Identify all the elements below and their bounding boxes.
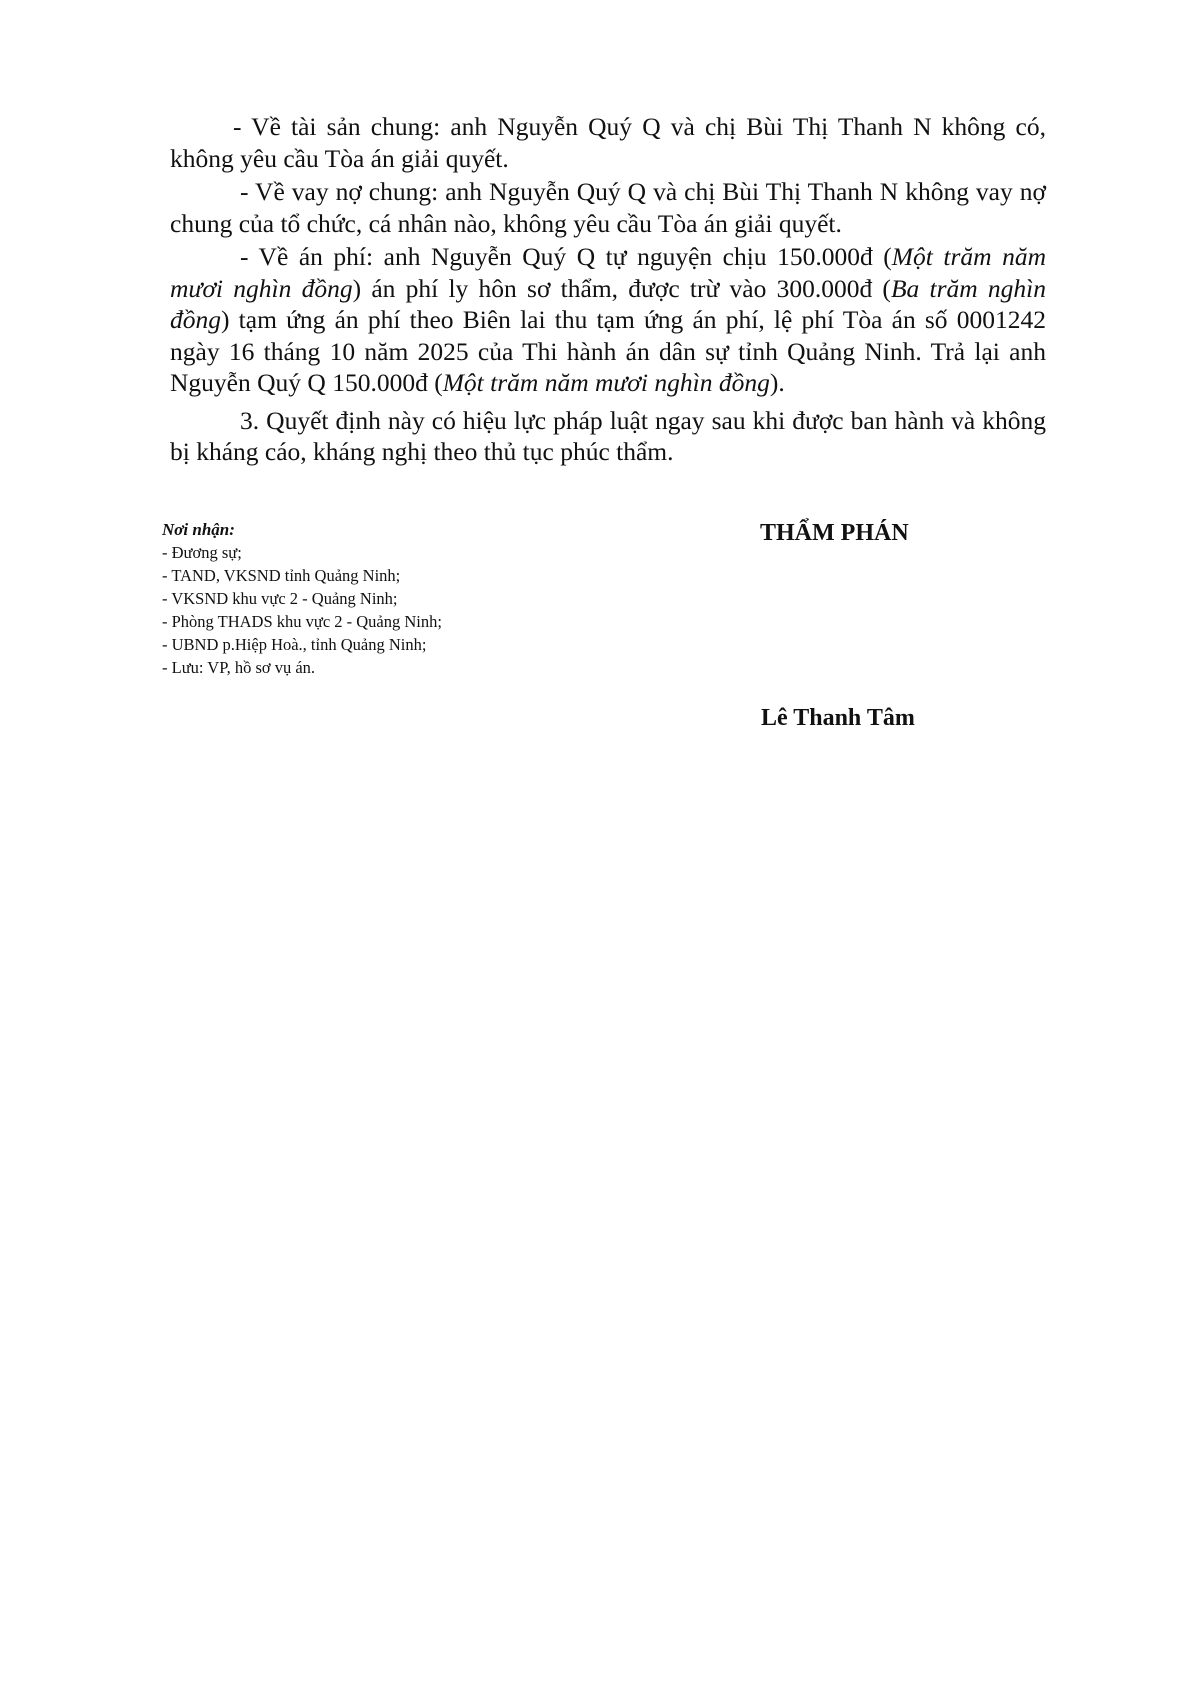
decision-body [170,111,1046,468]
recipients-block [162,518,582,679]
recipient-item: - Phòng THADS khu vực 2 - Quảng Ninh; [162,612,442,631]
paragraph-text: 3. Quyết định này có hiệu lực pháp luật ngay sau khi được ban hành và không bị kháng cáo, kháng nghị theo thủ tục phúc thẩm. [170,405,1046,466]
amount-in-words: Một trăm năm mươi nghìn đồng [442,368,770,397]
amount-in-words: Ba trăm nghìn đồng [170,273,1046,334]
signer-title: THẨM PHÁN [760,520,909,546]
paragraph-common-property [170,111,1046,174]
paragraph-common-debt [170,176,1046,239]
paragraph-court-fee [170,241,1046,399]
recipient-item: - TAND, VKSND tỉnh Quảng Ninh; [162,566,401,585]
paragraph-text: - Về tài sản chung: anh Nguyễn Quý Q và chị Bùi Thị Thanh N không có, không yêu cầu Tòa án giải quyết. [170,112,1046,173]
paragraph-text: ) án phí ly hôn sơ thẩm, được trừ vào 300.000đ ( [352,273,891,303]
recipient-item: - Lưu: VP, hồ sơ vụ án. [162,658,316,677]
paragraph-text: - Về án phí: anh Nguyễn Quý Q tự nguyện chịu 150.000đ ( [240,242,892,271]
paragraph-text: - Về vay nợ chung: anh Nguyễn Quý Q và chị Bùi Thị Thanh N không vay nợ chung của tổ chức, cá nhân nào, không yêu cầu Tòa án giải quyết. [170,177,1046,238]
paragraph-text: ) tạm ứng án phí theo Biên lai thu tạm ứng án phí, lệ phí Tòa án số 0001242 ngày 16 tháng 10 năm 2025 của Thi hành án dân sự tỉnh Quảng Ninh. Trả lại anh Nguyễn Quý Q 150.000đ ( [170,305,1046,397]
recipient-item: - UBND p.Hiệp Hoà., tỉnh Quảng Ninh; [162,635,427,654]
paragraph-text: ). [769,368,785,397]
recipient-item: - Đương sự; [162,543,242,562]
signer-name: Lê Thanh Tâm [761,705,915,731]
amount-in-words: Một trăm năm mươi nghìn đồng [170,242,1046,303]
recipients-heading: Nơi nhận: [162,520,235,539]
paragraph-effect [170,405,1046,468]
recipient-item: - VKSND khu vực 2 - Quảng Ninh; [162,589,398,608]
